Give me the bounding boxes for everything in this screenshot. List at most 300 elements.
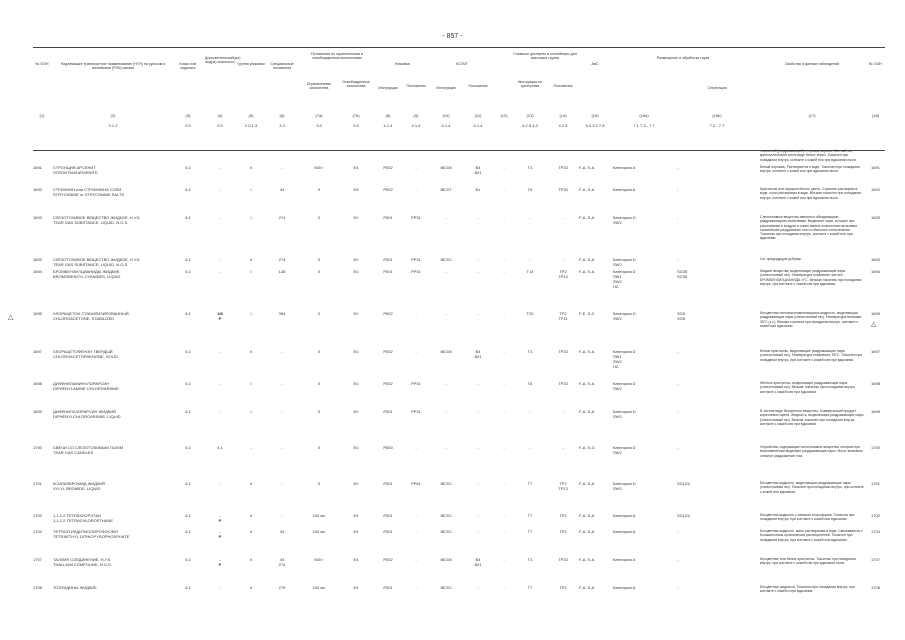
cell-ems: F-A, S-A	[579, 557, 595, 562]
cell-tankp: TP2	[559, 529, 567, 534]
cell-un-right: 1700	[871, 445, 880, 450]
cell-sub: 4.1	[217, 445, 223, 450]
name-en: THALLIUM COMPOUND, N.O.S.	[53, 562, 112, 567]
cell-sub: -	[219, 409, 221, 414]
cell-x: -	[503, 513, 505, 518]
cell-pi: P001	[383, 529, 393, 534]
cell-sub: -	[219, 381, 221, 386]
cell-pp: -	[415, 585, 417, 590]
cell-cls: 6.1	[185, 445, 191, 450]
cell-ibcp: -	[477, 311, 479, 316]
cell-ibc: IBC08	[440, 165, 452, 170]
cell-properties: Слезоточивые вещества являются обладающими раздражающими свойствами. Выделяют пары, которые при рассеивании в воздухе в очень малых количествах вызывают сильнейшее раздражение глаз и обильное слезотечение. Токсичны при попадании внутрь, контакте с кожей или при вдыхании.	[760, 215, 858, 241]
cell-pi: P600	[383, 445, 393, 450]
cell-pp: PP31	[411, 215, 421, 220]
cell-properties: Желтые кристаллы, выделяющие раздражающие пары (слезоточивый газ). Весьма токсичны при попадании внутрь, контакте с кожей или при вдыхании.	[760, 381, 856, 394]
cell-sub: -	[219, 349, 221, 354]
cell-sp: 279	[278, 585, 286, 590]
name-ru: ТОЛУИДИНЫ ЖИДКИЕ	[53, 585, 97, 590]
cell-pp: -	[415, 187, 417, 192]
cell-properties: Бесцветная жидкость с запахом хлороформа. Токсична при попадании внутрь, при контакте с кожей или вдыхании.	[760, 513, 855, 522]
name-en: TEAR GAS SUBSTANCE, LIQUID, N.O.S.	[53, 220, 129, 225]
cell-tankp: TP33	[558, 381, 568, 386]
cell-stow: Категория D SW1 SW2 H2	[613, 349, 636, 369]
section-ref: 3.5	[353, 123, 359, 128]
cell-stow: Категория A	[613, 585, 636, 590]
cell-tankp: -	[562, 257, 564, 262]
cell-tankp: TP33	[558, 349, 568, 354]
cell-segr: SG5 SG8	[677, 311, 686, 321]
page-number: - 857 -	[442, 33, 463, 40]
cell-tank: T6	[527, 187, 533, 192]
cell-pg: II	[249, 165, 253, 170]
header-3: Класс или подкласс	[179, 62, 197, 71]
name-ru: СЛЕЗОТОЧИВОЕ ВЕЩЕСТВО ЖИДКОЕ, Н.У.К.	[53, 257, 141, 262]
table-row	[33, 513, 885, 529]
table-header	[33, 47, 885, 151]
cell-pi: P002	[383, 165, 393, 170]
cell-ems: F-A, S-G	[579, 445, 595, 450]
name-en: CHLOROACETOPHENONE, SOLID	[53, 354, 118, 359]
cell-eq: E4	[353, 513, 359, 518]
column-number: (17)	[808, 113, 816, 118]
cell-ibcp: -	[477, 381, 479, 386]
cell-cls: 6.1	[185, 481, 191, 486]
cell-pi: P002	[383, 187, 393, 192]
cell-tank: T3	[527, 349, 533, 354]
header-group-ibc: КСГМГ	[456, 62, 468, 66]
cell-ibcp: -	[477, 529, 479, 534]
section-ref: 3.4	[316, 123, 322, 128]
cell-segr: -	[677, 585, 679, 590]
cell-un: 1694	[33, 269, 42, 274]
cell-ibc: -	[445, 269, 447, 274]
name-en: TETRAETHYL DITHIOPYROPHOSPHATE	[53, 534, 130, 539]
cell-stow: Категория D SW2	[613, 381, 636, 391]
cell-stow: Категория A	[613, 187, 636, 192]
cell-pi: P001	[383, 269, 393, 274]
cell-un: 1693	[33, 215, 42, 220]
cell-cls: 6.1	[185, 269, 191, 274]
cell-pg: I	[250, 311, 252, 316]
cell-ems: F-A, S-A	[579, 513, 595, 518]
header-6: Специальные положения	[270, 62, 294, 71]
cell-lq: 0	[317, 381, 321, 386]
header-16: Размещение и обработка груза	[656, 56, 710, 60]
cell-pp: PP31	[411, 409, 421, 414]
cell-pg: II	[249, 349, 253, 354]
table-row	[33, 269, 885, 311]
cell-cls: 6.1	[185, 349, 191, 354]
cell-ems: F-A, S-A	[579, 165, 595, 170]
header-19: № ООН	[868, 62, 883, 66]
name-en: STRYCHNINE or STRYCHNINE SALTS	[53, 192, 125, 197]
header-18: Свойства и данные наблюдений	[784, 62, 840, 66]
cell-segr: SG(10)	[677, 481, 690, 486]
section-ref: 4.2.5 4.3	[522, 123, 538, 128]
cell-tank: T7	[527, 513, 533, 518]
cell-pi: P001	[383, 257, 393, 262]
cell-un-right: 1702	[871, 513, 880, 518]
column-number: (5)	[248, 113, 254, 118]
cell-un-right: 1704	[871, 529, 880, 534]
cell-x: -	[503, 557, 505, 562]
column-number: (15)	[591, 113, 599, 118]
cell-pg: I	[250, 269, 252, 274]
cell-ibc: -	[445, 381, 447, 386]
cell-properties: Белый порошок. Растворяется в воде. Токсичен при попадании внутрь, контакте с кожей или при вдыхании пыли.	[760, 165, 860, 174]
cell-stow: Категория D SW2	[613, 311, 636, 321]
cell-un-right: 1695	[871, 311, 880, 316]
cell-ibc: IBC02	[440, 257, 452, 262]
name-ru: ХЛОРАЦЕТОФЕНОН ТВЕРДЫЙ	[53, 349, 113, 354]
cell-x: -	[503, 269, 505, 274]
cell-tankp: TP2	[559, 585, 567, 590]
cell-segr: -	[677, 165, 679, 170]
column-number: (7b)	[352, 113, 360, 118]
cell-pi: P001	[383, 409, 393, 414]
cell-sp: -	[281, 409, 283, 414]
cell-segr: -	[677, 349, 679, 354]
cell-stow: Категория A	[613, 513, 636, 518]
cell-lq: 0	[317, 311, 321, 316]
cell-eq: E5	[353, 187, 359, 192]
cell-tankp: TP2 TP13	[558, 269, 568, 279]
cell-tank: T7	[527, 585, 533, 590]
name-ru: СВЕЧИ СО СЛЕЗОТОЧИВЫМ ГАЗОМ	[53, 445, 124, 450]
cell-sp: 43	[279, 529, 285, 534]
name-en: XYLYL BROMIDE, LIQUID	[53, 486, 101, 491]
column-number: (8)	[385, 113, 391, 118]
cell-lq: 0	[317, 445, 321, 450]
cell-cls: 6.1	[185, 257, 191, 262]
cell-tankp: TP33	[558, 557, 568, 562]
cell-un-right: 1691	[871, 165, 880, 170]
cell-properties: См. предыдущую рубрику.	[760, 257, 802, 261]
table-row	[33, 215, 885, 257]
cell-pg: II	[249, 585, 253, 590]
header-group-limited: Положения по ограниченным и освобожденным количествам	[310, 52, 364, 61]
cell-stow: Категория A	[613, 557, 636, 562]
table-row	[33, 529, 885, 557]
cell-eq: E4	[353, 557, 359, 562]
cell-ibcp: B4 B21	[474, 557, 482, 567]
cell-pg: II	[249, 257, 253, 262]
cell-ibcp: -	[477, 269, 479, 274]
cell-sp: 43 274	[278, 557, 286, 567]
cell-pg: II	[249, 529, 253, 534]
cell-eq: E4	[353, 529, 359, 534]
cell-pg: II	[249, 513, 253, 518]
cell-segr: -	[677, 187, 679, 192]
cell-lq: 100 мл	[312, 529, 326, 534]
cell-ibc: IBC07	[440, 187, 452, 192]
cell-segr: -	[677, 445, 679, 450]
cell-eq: E0	[353, 481, 359, 486]
props-continuation: токсичный [раздражающий] и горьким вкусом. Желтый газ, кристаллический или в виде белых зерен. Токсичен при попадании внутрь, контакте с кожей или при вдыхании пыли.	[760, 149, 857, 162]
cell-pi: P001	[383, 481, 393, 486]
cell-pp: PP31	[411, 269, 421, 274]
cell-ems: F-A, S-A	[579, 257, 595, 262]
cell-ibc: IBC02	[440, 481, 452, 486]
column-number: (4)	[217, 113, 223, 118]
cell-ibcp: -	[477, 409, 479, 414]
section-ref: 4.2.5	[558, 123, 568, 128]
cell-un: 1708	[33, 585, 42, 590]
section-ref: 4.1.4	[473, 123, 483, 128]
cell-pi: P002	[383, 381, 393, 386]
cell-tankp: -	[562, 215, 564, 220]
cell-cls: 6.1	[185, 165, 191, 170]
cell-tankp: -	[562, 409, 564, 414]
table-row	[33, 311, 885, 349]
cell-un: 1692	[33, 187, 42, 192]
cell-cls: 6.1	[185, 187, 191, 192]
cell-pg: II	[249, 557, 253, 562]
cell-stow: Категория A	[613, 165, 636, 170]
cell-segr: -	[677, 257, 679, 262]
cell-un: 1701	[33, 481, 42, 486]
cell-sp: 138	[278, 269, 286, 274]
cell-sub: -	[219, 585, 221, 590]
column-number: (10)	[442, 113, 450, 118]
cell-pg: -	[250, 445, 252, 450]
column-number: (18)	[871, 113, 880, 118]
cell-cls: 6.1	[185, 381, 191, 386]
cell-sub: - P	[218, 513, 222, 523]
header-11: Инструкции	[436, 86, 456, 90]
cell-un: 1693	[33, 257, 42, 262]
cell-pg: I	[250, 409, 252, 414]
table-row	[33, 481, 885, 513]
section-ref: 4.1.4	[383, 123, 393, 128]
cell-x: -	[503, 165, 505, 170]
cell-ems: F-A, S-A	[579, 269, 595, 274]
cell-x: -	[503, 481, 505, 486]
column-number: (13)	[526, 113, 534, 118]
cell-lq: 0	[317, 257, 321, 262]
cell-stow: Категория D SW2	[613, 481, 636, 491]
cell-un-right: 1693	[871, 215, 880, 220]
cell-ems: F-A, S-A	[579, 187, 595, 192]
cell-pp: -	[415, 529, 417, 534]
cell-un-right: 1701	[871, 481, 880, 486]
cell-sp: 43	[279, 187, 285, 192]
cell-cls: 6.1	[185, 513, 191, 518]
cell-ems: F-A, S-A	[579, 381, 595, 386]
cell-ibc: IBC02	[440, 529, 452, 534]
cell-tank: T3	[527, 557, 533, 562]
cell-un-right: 1692	[871, 187, 880, 192]
cell-pi: P002	[383, 557, 393, 562]
column-number: (3)	[185, 113, 191, 118]
cell-tank: T3	[527, 165, 533, 170]
cell-un: 1702	[33, 513, 42, 518]
cell-x: -	[503, 257, 505, 262]
cell-pg: I	[250, 215, 252, 220]
cell-ibc: IBC02	[440, 585, 452, 590]
cell-segr: -	[677, 381, 679, 386]
cell-tank: -	[529, 257, 531, 262]
column-number: (2)	[110, 113, 116, 118]
cell-un: 1695	[33, 311, 42, 316]
section-ref: 2.0	[217, 123, 223, 128]
cell-un: 1697	[33, 349, 42, 354]
cell-pp: -	[415, 445, 417, 450]
cell-eq: E0	[353, 311, 359, 316]
cell-segr: -	[677, 557, 679, 562]
cell-segr: -	[677, 215, 679, 220]
cell-sub: -	[219, 481, 221, 486]
column-number: (14)	[559, 113, 567, 118]
cell-eq: E0	[353, 381, 359, 386]
cell-pg: I	[250, 381, 252, 386]
cell-pp: -	[415, 513, 417, 518]
cell-pp: -	[415, 165, 417, 170]
cell-tank: T7	[527, 481, 533, 486]
column-number: (7a)	[315, 113, 323, 118]
table-row	[33, 381, 885, 409]
cell-eq: E0	[353, 445, 359, 450]
column-number: (12)	[500, 113, 508, 118]
cell-un-right: 1693	[871, 257, 880, 262]
cell-properties: Бесцветная легковоспламеняющаяся жидкость, выделяющая раздражающие пары (слезоточивый газ). Температура вспышки: 35°С (з.т.). Весьма токсична при попадании внутрь, контакте с кожей или вдыхании.	[760, 311, 862, 328]
table-row	[33, 349, 885, 381]
cell-pp: -	[415, 557, 417, 562]
cell-stow: Категория D SW2	[613, 257, 636, 267]
header-1: № ООН	[35, 62, 49, 66]
cell-sp: 274	[278, 215, 286, 220]
name-ru: ДИФЕНИЛХЛОРАРСИН ЖИДКИЙ	[53, 409, 116, 414]
cell-sub: -	[219, 165, 221, 170]
table-row	[33, 165, 885, 187]
cell-ibc: -	[445, 215, 447, 220]
cell-tankp: TP33	[558, 165, 568, 170]
header-8: Освобожденные количества	[342, 80, 370, 89]
cell-pg: I	[250, 187, 252, 192]
cell-ibcp: B4 B21	[474, 165, 482, 175]
section-ref: 3.1.2	[108, 123, 118, 128]
section-ref: 2.0	[185, 123, 191, 128]
cell-eq: E0	[353, 409, 359, 414]
cell-stow: Категория D SW2	[613, 445, 636, 455]
cell-x: -	[503, 529, 505, 534]
cell-sub: -	[219, 187, 221, 192]
cell-un: 1698	[33, 381, 42, 386]
cell-pp: PP81	[411, 481, 421, 486]
cell-pi: P002	[383, 349, 393, 354]
cell-properties: Устройства, содержащие слезоточивые вещества, которые при воспламенении выделяют раздражающие пары. Могут вызывать сильное раздражение глаз.	[760, 445, 863, 458]
cell-eq: E0	[353, 215, 359, 220]
name-ru: ХЛОРАЦЕТОН СТАБИЛИЗИРОВАННЫЙ	[53, 311, 129, 316]
table-row	[33, 187, 885, 215]
cell-un-right: 1708	[871, 585, 880, 590]
cell-un: 1699	[33, 409, 42, 414]
cell-cls: 6.1	[185, 529, 191, 534]
cell-lq: 0	[317, 481, 321, 486]
cell-tank: T20	[526, 311, 534, 316]
cell-lq: 100 мл	[312, 585, 326, 590]
cell-cls: 6.1	[185, 557, 191, 562]
cell-tankp: TP2	[559, 513, 567, 518]
cell-eq: E0	[353, 349, 359, 354]
cell-sp: -	[281, 165, 283, 170]
cell-x: -	[503, 187, 505, 192]
cell-x: -	[503, 381, 505, 386]
change-triangle-icon: △	[8, 314, 14, 321]
cell-ibc: -	[445, 445, 447, 450]
cell-pp: PP31	[411, 257, 421, 262]
name-en: TEAR GAS CANDLES	[53, 450, 94, 455]
cell-tankp: TP2 TP13	[558, 481, 568, 491]
cell-ems: F-E, S-C	[579, 311, 595, 316]
cell-ems: F-A, S-A	[579, 349, 595, 354]
cell-tank: -	[529, 409, 531, 414]
column-number: (9)	[413, 113, 419, 118]
cell-stow: Категория D SW2	[613, 409, 636, 419]
cell-x: -	[503, 215, 505, 220]
cell-sub: - P	[218, 529, 222, 539]
header-15: АвС	[591, 62, 599, 66]
cell-ems: F-A, S-A	[579, 409, 595, 414]
cell-sp: 274	[278, 257, 286, 262]
name-ru: СЛЕЗОТОЧИВОЕ ВЕЩЕСТВО ЖИДКОЕ, Н.У.К.	[53, 215, 141, 220]
cell-segr: SG35 SG36	[677, 269, 688, 279]
cell-properties: Бесцветные или белые кристаллы. Токсичны при попадании внутрь, при контакте с кожей или при вдыхании пыли.	[760, 557, 856, 566]
section-ref: 3.3	[279, 123, 285, 128]
dangerous-goods-table	[33, 47, 885, 594]
cell-tank: T7	[527, 529, 533, 534]
cell-tank: -	[529, 215, 531, 220]
cell-un-right: 1698	[871, 381, 880, 386]
cell-ems: F-A, S-A	[579, 481, 595, 486]
table-row	[33, 585, 885, 607]
cell-cls: 6.1	[185, 585, 191, 590]
cell-ibcp: -	[477, 257, 479, 262]
cell-sp: -	[281, 481, 283, 486]
cell-lq: 0	[317, 187, 321, 192]
cell-sp: -	[281, 513, 283, 518]
table-row	[33, 409, 885, 445]
cell-sp: -	[281, 349, 283, 354]
table-row	[33, 557, 885, 585]
cell-x: -	[503, 585, 505, 590]
cell-pi: P001	[383, 513, 393, 518]
cell-lq: 0	[317, 269, 321, 274]
cell-ibcp: -	[477, 215, 479, 220]
cell-eq: E0	[353, 257, 359, 262]
cell-tank: -	[529, 445, 531, 450]
name-en: STRONTIUM ARSENITE	[53, 170, 98, 175]
header-17: Сегрегация	[707, 86, 727, 90]
cell-lq: 0	[317, 215, 321, 220]
cell-ibcp: B4 B21	[474, 349, 482, 359]
cell-properties: Белые кристаллы, выделяющие раздражающие пары (слезоточивый газ). Температура плавления: 59°С. Токсичен при попадании внутрь, при контакте с кожей или при вдыхании.	[760, 349, 863, 362]
cell-x: -	[503, 349, 505, 354]
cell-ibcp: -	[477, 481, 479, 486]
cell-lq: 0	[317, 409, 321, 414]
header-7: Ограниченные количества	[306, 82, 332, 91]
cell-pi: P001	[383, 215, 393, 220]
section-ref: 5.4.3.2 7.8	[585, 123, 605, 128]
cell-un-right: 1697	[871, 349, 880, 354]
section-ref: 4.1.4	[441, 123, 451, 128]
cell-un: 1704	[33, 529, 42, 534]
header-group-packing: Упаковка	[394, 62, 410, 66]
header-4: Дополнительный(ые) вид(ы) опасности	[205, 56, 241, 65]
cell-sp: 354	[278, 311, 286, 316]
cell-sub: -	[219, 257, 221, 262]
